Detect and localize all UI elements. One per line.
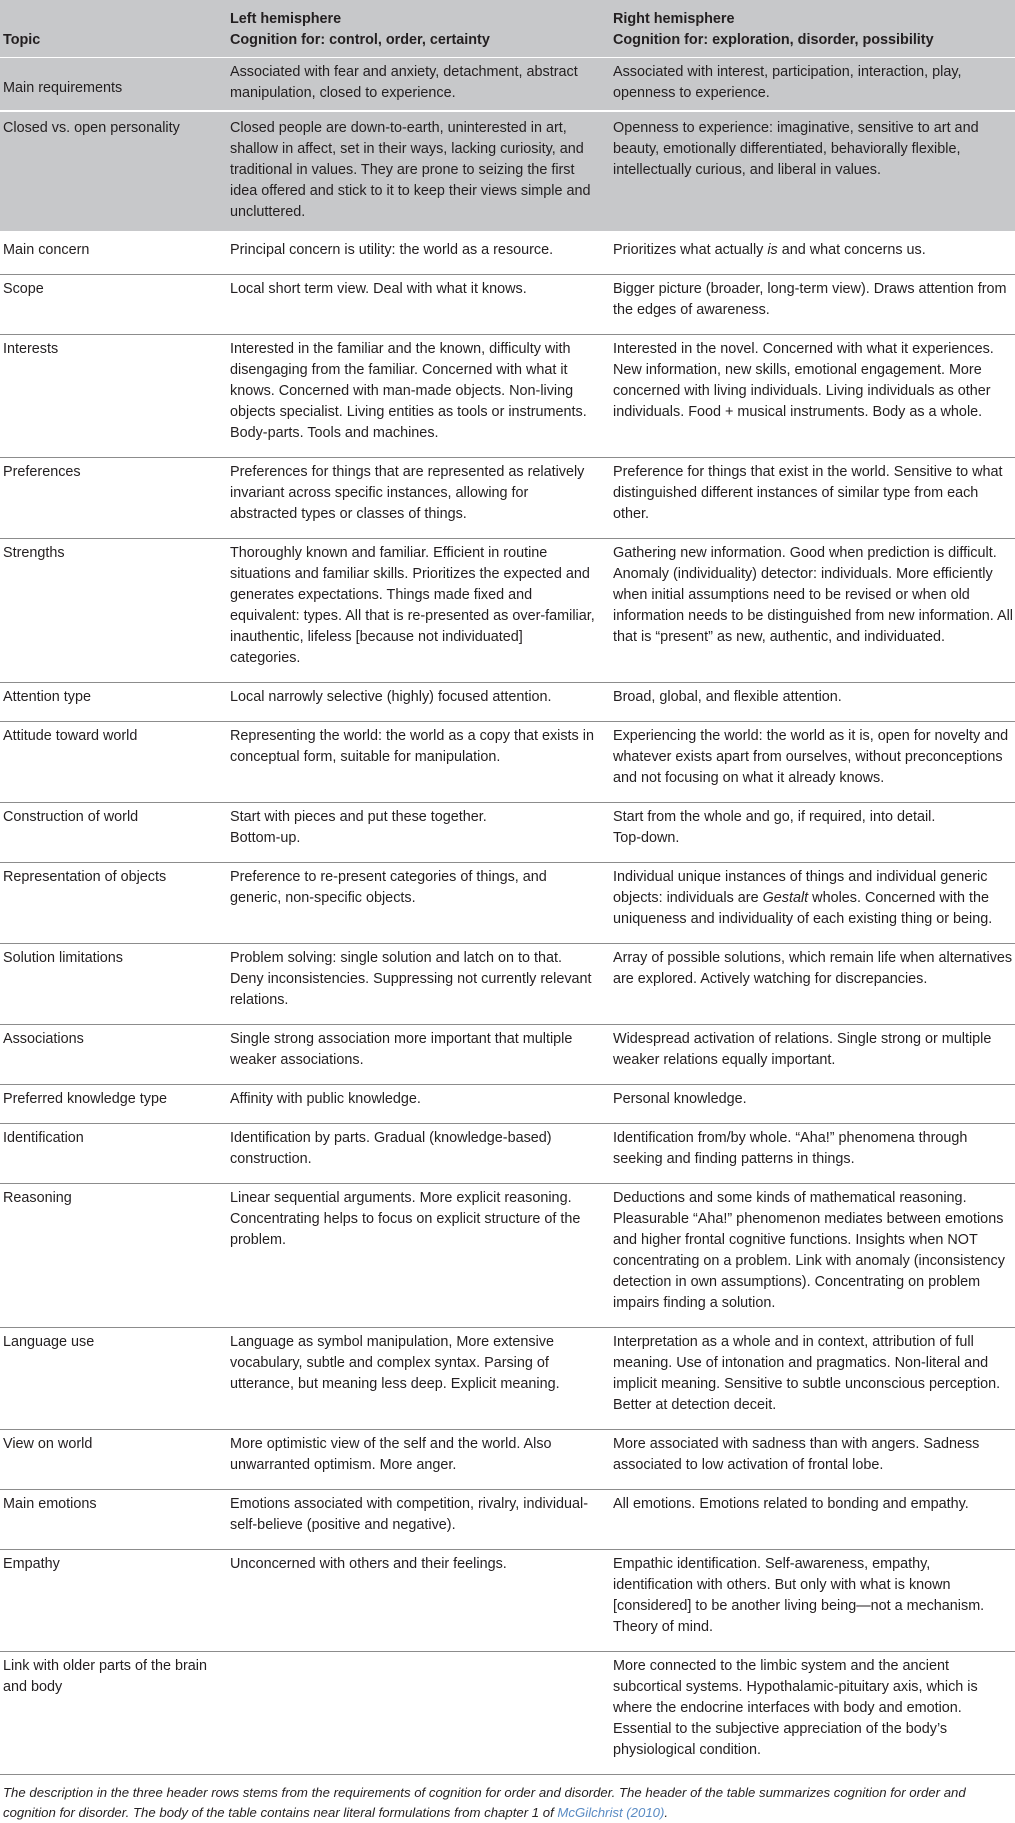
row-topic: Construction of world — [0, 803, 230, 863]
row-topic: Link with older parts of the brain and body — [0, 1652, 230, 1775]
row-left: Closed people are down-to-earth, uninterested in art, shallow in affect, set in their ways, lacking curiosity, and traditional in values. They are prone to seizing the first idea offered and stick to it to keep their views simple and uncluttered. — [230, 111, 613, 231]
row-left: Principal concern is utility: the world as a resource. — [230, 242, 554, 258]
row-left: Interested in the familiar and the known, difficulty with disengaging from the familiar. Concerned with what it knows. Concerned with man-made objects. Non-living objects specialist. Living entities as tools or instruments. Body-parts. Tools and machines. — [230, 335, 613, 458]
table-row — [0, 1490, 1015, 1550]
row-right: Interested in the novel. Concerned with what it experiences. New information, new skills, emotional engagement. More concerned with living individuals. Living individuals as other individuals. Food + musical instruments. Body as a whole. — [613, 335, 1015, 458]
row-topic: Reasoning — [0, 1184, 230, 1328]
row-right: Preference for things that exist in the world. Sensitive to what distinguished different instances of similar type from each other. — [613, 458, 1015, 539]
row-left: Local short term view. Deal with what it knows. — [230, 275, 613, 335]
row-right: Deductions and some kinds of mathematical reasoning. Pleasurable “Aha!” phenomenon mediates between emotions and higher frontal cognitive functions. Insights when NOT concentrating on a problem. Link with anomaly (inconsistency detection in own assumptions). Concentrating on problem impairs finding a solution. — [613, 1184, 1015, 1328]
table-row — [0, 1550, 1015, 1652]
row-right: More associated with sadness than with angers. Sadness associated to low activation of frontal lobe. — [613, 1430, 1015, 1490]
row-left: Unconcerned with others and their feelings. — [230, 1550, 613, 1652]
row-left: Emotions associated with competition, rivalry, individual-self-believe (positive and negative). — [230, 1490, 613, 1550]
row-left: Preferences for things that are represented as relatively invariant across specific instances, allowing for abstracted types or classes of things. — [230, 458, 613, 539]
table-row — [0, 458, 1015, 539]
table-row — [0, 1184, 1015, 1328]
row-left: Representing the world: the world as a copy that exists in conceptual form, suitable for manipulation. — [230, 722, 613, 803]
row-topic: Associations — [0, 1025, 230, 1085]
row-topic: Main concern — [3, 242, 90, 258]
table-row-main-concern — [0, 231, 1015, 275]
row-right: Bigger picture (broader, long-term view). Draws attention from the edges of awareness. — [613, 275, 1015, 335]
row-right: Widespread activation of relations. Single strong or multiple weaker relations equally important. — [613, 1025, 1015, 1085]
row-topic: Attitude toward world — [0, 722, 230, 803]
row-topic: Identification — [0, 1124, 230, 1184]
row-right: Gathering new information. Good when prediction is difficult. Anomaly (individuality) detector: individuals. More efficiently when initial assumptions need to be revised or when old information needs to be distinguished from new information. All that is “present” as new, authentic, and individuated. — [613, 539, 1015, 683]
left-hemisphere-subtitle: Cognition for: control, order, certainty — [230, 32, 490, 48]
row-left: Preference to re-present categories of things, and generic, non-specific objects. — [230, 863, 613, 944]
row-right: Associated with interest, participation, interaction, play, openness to experience. — [613, 58, 1015, 112]
table-row — [0, 539, 1015, 683]
header-row-personality — [0, 111, 1015, 231]
row-right: Array of possible solutions, which remain life when alternatives are explored. Actively watching for discrepancies. — [613, 944, 1015, 1025]
emphasis: Gestalt — [762, 890, 809, 906]
row-left: Local narrowly selective (highly) focused attention. — [230, 683, 613, 722]
table-row — [0, 683, 1015, 722]
table-footnote — [0, 1775, 1015, 1823]
table-row — [0, 1124, 1015, 1184]
row-right: Empathic identification. Self-awareness, empathy, identification with others. But only with what is known [considered] to be another living being—not a mechanism. Theory of mind. — [613, 1550, 1015, 1652]
table-row — [0, 722, 1015, 803]
row-topic: Solution limitations — [0, 944, 230, 1025]
row-left: Thoroughly known and familiar. Efficient in routine situations and familiar skills. Prioritizes the expected and generates expectations. Things made fixed and equivalent: types. All that is re-presented as over-familiar, inauthentic, lifeless [because not individuated] categories. — [230, 539, 613, 683]
row-left: Identification by parts. Gradual (knowledge-based) construction. — [230, 1124, 613, 1184]
row-right: Personal knowledge. — [613, 1085, 1015, 1124]
table-row — [0, 803, 1015, 863]
table-row — [0, 1025, 1015, 1085]
row-topic: Attention type — [0, 683, 230, 722]
table-row-representation — [0, 863, 1015, 944]
row-topic: Strengths — [0, 539, 230, 683]
row-right: All emotions. Emotions related to bonding and empathy. — [613, 1490, 1015, 1550]
row-topic: Representation of objects — [0, 863, 230, 944]
header-right-hemisphere — [613, 0, 1015, 58]
row-topic: Interests — [0, 335, 230, 458]
footnote-text: The description in the three header rows stems from the requirements of cognition for order and disorder. The header of the table summarizes cognition for order and cognition for disorder. The body of the table contains near literal formulations from chapter 1 of — [3, 1785, 966, 1820]
table-row — [0, 1328, 1015, 1430]
row-left: Affinity with public knowledge. — [230, 1085, 613, 1124]
row-right — [613, 863, 1015, 944]
row-topic: Scope — [0, 275, 230, 335]
row-right: Openness to experience: imaginative, sensitive to art and beauty, emotionally differentiated, behaviorally flexible, intellectually curious, and liberal in values. — [613, 111, 1015, 231]
header-row-main-requirements — [0, 58, 1015, 112]
row-right: Experiencing the world: the world as it is, open for novelty and whatever exists apart from ourselves, without preconceptions and not focusing on what it already knows. — [613, 722, 1015, 803]
row-topic: Preferred knowledge type — [0, 1085, 230, 1124]
table-row — [0, 335, 1015, 458]
table-row — [0, 1085, 1015, 1124]
text-part: and what concerns us. — [777, 242, 926, 258]
row-left — [230, 1652, 613, 1775]
row-left: Language as symbol manipulation, More extensive vocabulary, subtle and complex syntax. Parsing of utterance, but meaning less deep. Explicit meaning. — [230, 1328, 613, 1430]
row-right — [613, 231, 1015, 275]
table-row — [0, 1430, 1015, 1490]
text-part: Individual unique instances of things and individual generic objects: individuals are — [613, 869, 988, 906]
citation-link[interactable]: McGilchrist (2010) — [557, 1805, 665, 1820]
row-left: Linear sequential arguments. More explicit reasoning. Concentrating helps to focus on explicit structure of the problem. — [230, 1184, 613, 1328]
header-topic: Topic — [0, 0, 230, 58]
footnote-end: . — [664, 1805, 669, 1820]
table-header-row — [0, 0, 1015, 58]
row-right: Interpretation as a whole and in context, attribution of full meaning. Use of intonation and pragmatics. Non-literal and implicit meaning. Sensitive to subtle unconscious perception. Better at detection deceit. — [613, 1328, 1015, 1430]
emphasis: is — [767, 242, 778, 258]
row-left: More optimistic view of the self and the world. Also unwarranted optimism. More anger. — [230, 1430, 613, 1490]
right-hemisphere-subtitle: Cognition for: exploration, disorder, possibility — [613, 32, 934, 48]
table-row — [0, 1652, 1015, 1775]
row-topic: Main emotions — [0, 1490, 230, 1550]
text-part: Prioritizes what actually — [613, 242, 768, 258]
row-topic: Language use — [0, 1328, 230, 1430]
row-topic: Empathy — [0, 1550, 230, 1652]
row-topic: Preferences — [0, 458, 230, 539]
row-right: More connected to the limbic system and the ancient subcortical systems. Hypothalamic-pituitary axis, which is where the endocrine interfaces with body and emotion. Essential to the subjective appreciation of the body’s physiological condition. — [613, 1652, 1015, 1775]
table-row — [0, 275, 1015, 335]
row-left: Single strong association more important that multiple weaker associations. — [230, 1025, 613, 1085]
row-left: Problem solving: single solution and latch on to that. Deny inconsistencies. Suppressing not currently relevant relations. — [230, 944, 613, 1025]
row-right: Identification from/by whole. “Aha!” phenomena through seeking and finding patterns in things. — [613, 1124, 1015, 1184]
text-part: wholes. Concerned with the uniqueness and individuality of each existing thing or being. — [613, 890, 993, 927]
row-left: Start with pieces and put these together. Bottom-up. — [230, 803, 613, 863]
table-row — [0, 944, 1015, 1025]
header-left-hemisphere — [230, 0, 613, 58]
row-topic: Closed vs. open personality — [0, 111, 230, 231]
row-topic: Main requirements — [0, 58, 230, 112]
row-left: Associated with fear and anxiety, detachment, abstract manipulation, closed to experience. — [230, 58, 613, 112]
row-topic: View on world — [0, 1430, 230, 1490]
left-hemisphere-title: Left hemisphere — [230, 11, 342, 27]
row-right: Start from the whole and go, if required, into detail. Top-down. — [613, 803, 1015, 863]
right-hemisphere-title: Right hemisphere — [613, 11, 735, 27]
row-right: Broad, global, and flexible attention. — [613, 683, 1015, 722]
